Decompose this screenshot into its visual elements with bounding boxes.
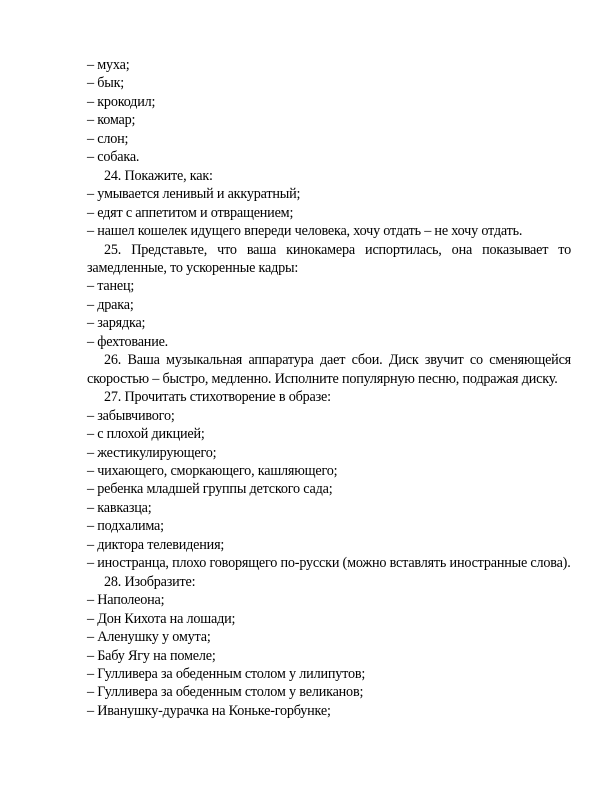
list-item: – диктора телевидения; xyxy=(87,536,225,553)
section-heading: 24. Покажите, как: xyxy=(104,167,213,184)
list-item: – с плохой дикцией; xyxy=(87,426,205,443)
list-item: – танец; xyxy=(87,278,135,295)
list-item: – чихающего, сморкающего, кашляющего; xyxy=(87,462,338,479)
list-item: – комар; xyxy=(87,112,136,129)
section-heading: 27. Прочитать стихотворение в образе: xyxy=(104,389,331,406)
list-item: – Иванушку-дурачка на Коньке-горбунке; xyxy=(87,702,331,719)
list-item: – зарядка; xyxy=(87,315,146,332)
list-item: – крокодил; xyxy=(87,93,156,110)
list-item: – Бабу Ягу на помеле; xyxy=(87,647,216,664)
list-block-camera xyxy=(87,277,571,351)
list-item: – забывчивого; xyxy=(87,407,175,424)
list-item: – едят с аппетитом и отвращением; xyxy=(87,204,294,221)
list-item: – бык; xyxy=(87,75,125,92)
section-heading: 28. Изобразите: xyxy=(104,573,196,590)
list-item: – драка; xyxy=(87,296,134,313)
list-item: – нашел кошелек идущего впереди человека, хочу отдать – не хочу отдать. xyxy=(87,223,523,240)
paragraph-26: 26. Ваша музыкальная аппаратура дает сбои. Диск звучит со сменяющейся скоростью – быстро, медленно. Исполните популярную песню, подражая диску. xyxy=(87,352,571,387)
list-item: – ребенка младшей группы детского сада; xyxy=(87,481,333,498)
list-item: – Аленушку у омута; xyxy=(87,629,211,646)
list-block-portray xyxy=(87,573,571,721)
list-item: – фехтование. xyxy=(87,333,169,350)
list-block-animals xyxy=(87,56,571,241)
list-item-foreigner: – иностранца, плохо говорящего по-русски (можно вставлять иностранные слова). xyxy=(87,555,571,572)
list-item: – подхалима; xyxy=(87,518,164,535)
list-item: – умывается ленивый и аккуратный; xyxy=(87,186,301,203)
list-item: – Гулливера за обеденным столом у великанов; xyxy=(87,684,364,701)
paragraph-25: 25. Представьте, что ваша кинокамера испортилась, она показывает то замедленные, то ускоренные кадры: xyxy=(87,241,571,276)
list-item: – кавказца; xyxy=(87,499,152,516)
list-block-poem xyxy=(87,388,571,554)
list-item: – слон; xyxy=(87,130,129,147)
list-item: – Дон Кихота на лошади; xyxy=(87,610,236,627)
list-item: – Гулливера за обеденным столом у лилипутов; xyxy=(87,665,366,682)
list-item: – собака. xyxy=(87,149,140,166)
list-item: – жестикулирующего; xyxy=(87,444,217,461)
list-item: – муха; xyxy=(87,57,130,73)
list-item: – Наполеона; xyxy=(87,592,165,609)
